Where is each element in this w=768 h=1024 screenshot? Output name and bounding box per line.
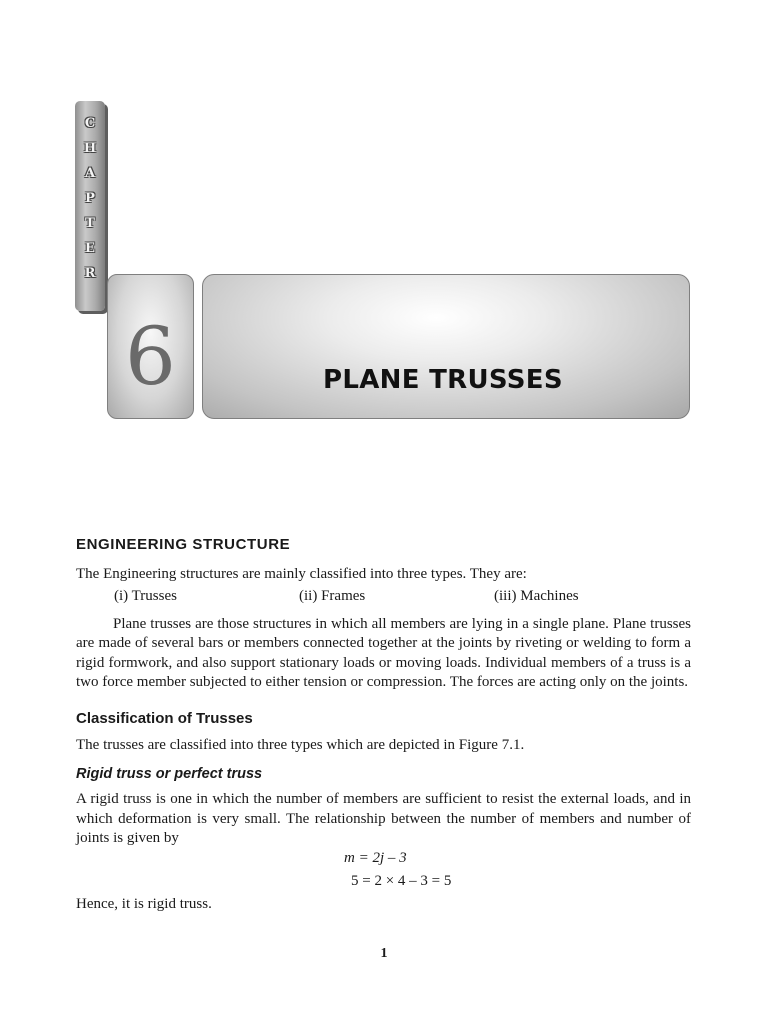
chapter-title: PLANE TRUSSES [323, 365, 563, 395]
list-item: (iii) Machines [494, 587, 579, 604]
chapter-letter: P [85, 191, 95, 206]
plane-trusses-paragraph: Plane trusses are those structures in which all members are lying in a single plane. Plane trusses are made of several bars or members connected together at the joints by riveting or welding to form a rigid formwork, and also support stationary loads or moving loads. Individual members of a truss is a two force member subjected to either tension or compression. The forces are acting only on the joints. [76, 615, 691, 690]
rigid-truss-conclusion: Hence, it is rigid truss. [76, 895, 212, 912]
equation: m = 2j – 3 [344, 849, 407, 866]
chapter-letter: C [84, 116, 96, 131]
chapter-letter: T [85, 216, 95, 231]
equation: 5 = 2 × 4 – 3 = 5 [351, 872, 452, 889]
list-item: (ii) Frames [299, 587, 366, 604]
chapter-title-box [202, 274, 690, 419]
chapter-letter: H [83, 141, 97, 156]
chapter-letter: A [84, 166, 96, 181]
chapter-letter: R [84, 266, 96, 281]
page-content [76, 535, 691, 914]
list-item: (i) Trusses [114, 587, 177, 604]
section-heading-classification: Classification of Trusses [76, 709, 253, 727]
chapter-tab [75, 101, 105, 311]
chapter-number-box [107, 274, 194, 419]
chapter-tab-letters [75, 111, 105, 286]
page-number: 1 [380, 946, 388, 961]
section-heading-engineering-structure: ENGINEERING STRUCTURE [76, 536, 291, 553]
subsection-heading-rigid-truss: Rigid truss or perfect truss [76, 766, 263, 782]
classification-intro: The trusses are classified into three types which are depicted in Figure 7.1. [76, 736, 525, 753]
rigid-truss-paragraph: A rigid truss is one in which the number of members are sufficient to resist the external loads, and in which deformation is very small. The relationship between the number of members and number of joints is given by [76, 791, 691, 846]
equation-line-2 [76, 871, 691, 895]
chapter-letter: E [85, 241, 95, 256]
section-intro: The Engineering structures are mainly classified into three types. They are: [76, 566, 527, 582]
structure-types-list [76, 585, 691, 609]
equation-line-1 [76, 849, 691, 871]
chapter-number: 6 [125, 310, 176, 403]
